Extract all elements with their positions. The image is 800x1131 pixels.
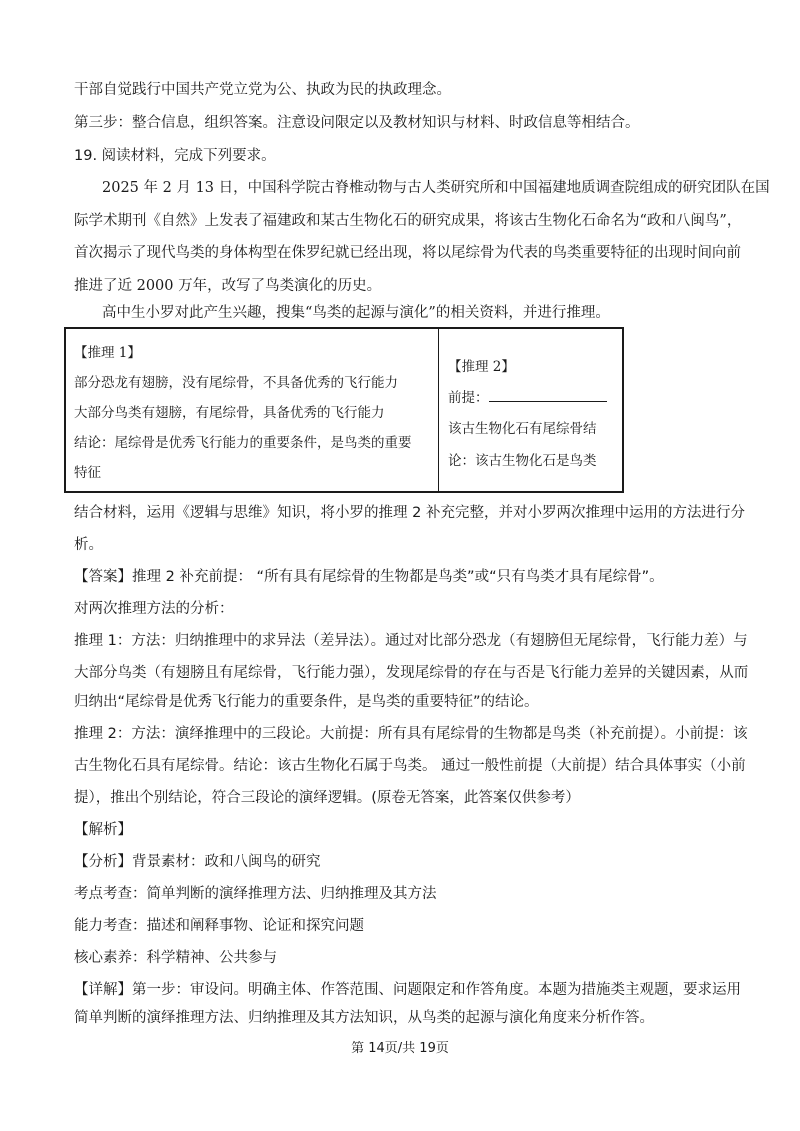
reasoning-2-line-2: 论：该古生物化石是鸟类 — [448, 453, 597, 469]
task-line-2: 析。 — [74, 537, 103, 553]
nengli-line: 能力考查：描述和阐释事物、论证和探究问题 — [74, 918, 364, 934]
answer-r2-line-2: 古生物化石具有尾综骨。结论：该古生物化石属于鸟类。 通过一般性前提（大前提）结合具体事实（小前 — [74, 758, 746, 774]
fenxi-line: 【分析】背景素材：政和八闽鸟的研究 — [74, 854, 321, 870]
suyang-line: 核心素养：科学精神、公共参与 — [74, 950, 277, 966]
reasoning-table — [64, 327, 624, 493]
jiexi-heading: 【解析】 — [74, 822, 132, 838]
premise-label: 前提： — [448, 390, 489, 406]
kaodian-line: 考点考查：简单判断的演绎推理方法、归纳推理及其方法 — [74, 886, 437, 902]
reasoning-1-line-1: 部分恐龙有翅膀，没有尾综骨，不具备优秀的飞行能力 — [74, 375, 398, 391]
question-number: 19. 阅读材料，完成下列要求。 — [74, 148, 276, 164]
intro-line-2: 第三步：整合信息，组织答案。注意设问限定以及教材知识与材料、时政信息等相结合。 — [74, 115, 640, 131]
material-line-1: 2025 年 2 月 13 日，中国科学院古脊椎动物与古人类研究所和中国福建地质调查院组成的研究团队在国 — [102, 180, 770, 196]
table-divider — [438, 329, 439, 491]
material-line-2: 际学术期刊《自然》上发表了福建政和某古生物化石的研究成果，将该古生物化石命名为“政和八闽鸟”， — [74, 213, 742, 229]
intro-line-1: 干部自觉践行中国共产党立党为公、执政为民的执政理念。 — [74, 82, 451, 98]
answer-r1-line-1: 推理 1：方法：归纳推理中的求异法（差异法）。通过对比部分恐龙（有翅膀但无尾综骨，飞行能力差）与 — [74, 633, 748, 649]
premise-blank — [489, 387, 607, 402]
reasoning-1-title: 【推理 1】 — [74, 345, 141, 361]
page-footer: 第 14页/共 19页 — [351, 1041, 449, 1056]
xiangjie-line-2: 简单判断的演绎推理方法、归纳推理及其方法知识，从鸟类的起源与演化角度来分析作答。 — [74, 1010, 654, 1026]
material-line-4: 推进了近 2000 万年，改写了鸟类演化的历史。 — [74, 278, 382, 294]
xiangjie-line-1: 【详解】第一步：审设问。明确主体、作答范围、问题限定和作答角度。本题为措施类主观题，要求运用 — [74, 982, 741, 998]
answer-r1-line-3: 归纳出“尾综骨是优秀飞行能力的重要条件，是鸟类的重要特征”的结论。 — [74, 694, 539, 710]
answer-r2-line-1: 推理 2：方法：演绎推理中的三段论。大前提：所有具有尾综骨的生物都是鸟类（补充前提）。小前提：该 — [74, 726, 748, 742]
reasoning-1-line-3: 结论：尾综骨是优秀飞行能力的重要条件，是鸟类的重要 — [74, 435, 412, 451]
material-line-3: 首次揭示了现代鸟类的身体构型在侏罗纪就已经出现，将以尾综骨为代表的鸟类重要特征的出现时间向前 — [74, 245, 741, 261]
material-prompt: 高中生小罗对此产生兴趣，搜集“鸟类的起源与演化”的相关资料，并进行推理。 — [102, 305, 610, 321]
reasoning-2-title: 【推理 2】 — [448, 359, 515, 375]
reasoning-2-line-1: 该古生物化石有尾综骨结 — [448, 421, 597, 437]
reasoning-2-premise — [448, 387, 607, 408]
answer-r2-line-3: 提），推出个别结论，符合三段论的演绎逻辑。(原卷无答案，此答案仅供参考） — [74, 790, 580, 806]
answer-r1-line-2: 大部分鸟类（有翅膀且有尾综骨，飞行能力强），发现尾综骨的存在与否是飞行能力差异的关键因素，从而 — [74, 665, 749, 681]
task-line-1: 结合材料，运用《逻辑与思维》知识，将小罗的推理 2 补充完整，并对小罗两次推理中运用的方法进行分 — [74, 505, 745, 521]
reasoning-1-line-4: 特征 — [74, 465, 101, 481]
answer-line-2: 对两次推理方法的分析： — [74, 601, 234, 617]
reasoning-1-line-2: 大部分鸟类有翅膀，有尾综骨，具备优秀的飞行能力 — [74, 405, 385, 421]
answer-line-1: 【答案】推理 2 补充前提： “所有具有尾综骨的生物都是鸟类”或“只有鸟类才具有尾综骨”。 — [74, 569, 664, 585]
